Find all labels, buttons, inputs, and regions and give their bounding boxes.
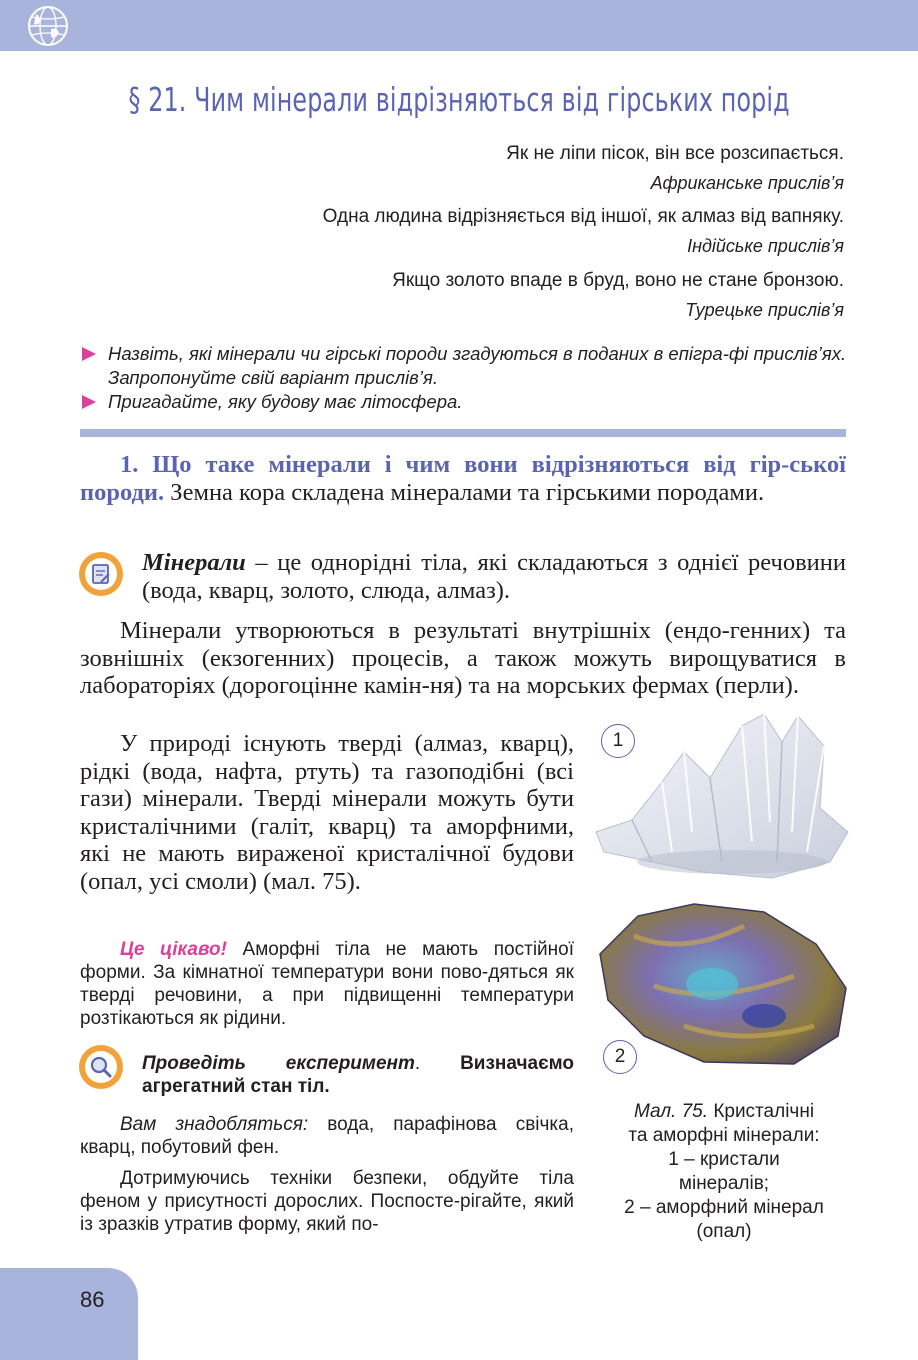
materials-label: Вам знадобляться: [120,1114,309,1135]
magnifier-icon [78,1044,124,1090]
epigraph-quote: Як не ліпи пісок, він все розсипається. [506,143,844,164]
globe-icon [27,5,69,47]
interesting-paragraph: Це цікаво! Аморфні тіла не мають постійної форми. За кімнатної температури вони пово-дяться як тверді речовини, а при підвищенні температури розтікаються як рідини. [80,939,574,1029]
section-heading: 1. Що таке мінерали і чим вони відрізняються від гір-ської породи. [80,451,846,506]
figure-caption: Мал. 75. Кристалічні та аморфні мінерали: 1 – кристали мінералів; 2 – аморфний мінерал (опал) [624,1101,824,1242]
interesting-label: Це цікаво! [120,939,227,960]
epigraph-quote: Одна людина відрізняється від іншої, як алмаз від вапняку. [322,206,844,227]
definition-block: Мінерали – це однорідні тіла, які складаються з однієї речовини (вода, кварц, золото, слюда, алмаз). [142,549,846,604]
header-band [0,0,918,51]
epigraph-source: Турецьке прислів’я [685,300,844,320]
definition-term: Мінерали [142,549,246,576]
section-1-paragraph: 1. Що таке мінерали і чим вони відрізняються від гір-ської породи. Земна кора складена мінералами та гірськими породами. [80,451,846,506]
triangle-bullet-icon [82,347,96,361]
figure-number-2: 2 [603,1040,637,1074]
formation-paragraph: Мінерали утворюються в результаті внутрішніх (ендо-генних) та зовнішніх (екзогенних) процесів, а також можуть вирощуватися в лабораторіях (дорогоцінне камін-ня) та на морських фермах (перли). [80,617,846,699]
epigraph-quote: Якщо золото впаде в бруд, воно не стане бронзою. [392,270,844,291]
question-item: Назвіть, які мінерали чи гірські породи згадуються в поданих в епігра-фі прислів’ях. Запропонуйте свій варіант прислів’я. [82,342,848,390]
page-number-tab [0,1268,138,1360]
states-paragraph: У природі існують тверді (алмаз, кварц), рідкі (вода, нафта, ртуть) та газоподібні (всі гази) мінерали. Тверді мінерали можуть бути кристалічними (галіт, кварц) та аморфними, які не мають вираженої кристалічної будови (опал, усі смоли) (мал. 75). [80,730,574,895]
triangle-bullet-icon [82,395,96,409]
experiment-heading: Проведіть експеримент. Визначаємо агрегатний стан тіл. [142,1053,574,1097]
questions-block [82,342,848,414]
caption-label: Мал. 75. [633,1101,709,1122]
page-title: § 21. Чим мінерали відрізняються від гірських порід [128,80,790,119]
experiment-label: Проведіть експеримент [142,1053,415,1074]
page-number: 86 [80,1287,105,1312]
notebook-icon [78,551,124,597]
figure-number-1: 1 [601,724,635,758]
epigraph-source: Індійське прислів’я [687,236,844,256]
epigraph-source: Африканське прислів’я [650,173,844,193]
instructions-paragraph: Дотримуючись техніки безпеки, обдуйте тіла феном у присутності дорослих. Поспосте-рігайте, який із зразків утратив форму, який по- [80,1168,574,1235]
question-item: Пригадайте, яку будову має літосфера. [82,390,848,414]
section-divider [80,429,846,437]
materials-paragraph: Вам знадобляться: вода, парафінова свічка, кварц, побутовий фен. [80,1114,574,1158]
